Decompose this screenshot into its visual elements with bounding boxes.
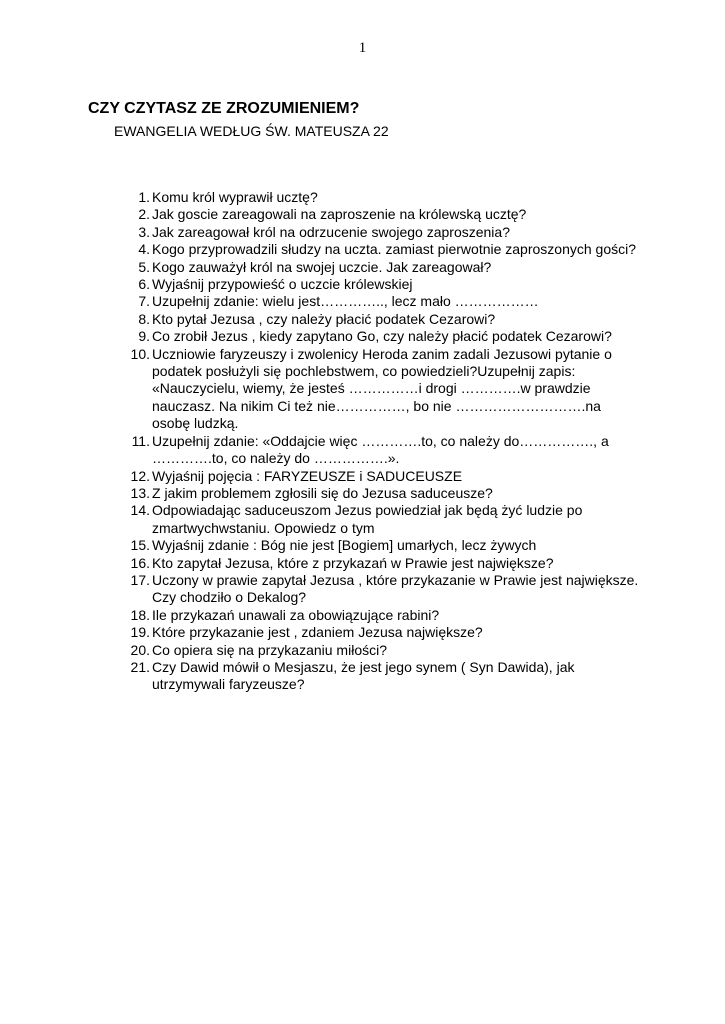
question-text: Kogo przyprowadzili słudzy na uczta. zamiast pierwotnie zaproszonych gości? (152, 241, 637, 258)
question-item (130, 641, 642, 659)
question-item (130, 484, 642, 502)
question-number: 8. (138, 310, 150, 327)
question-item (130, 467, 642, 485)
question-item (138, 310, 642, 328)
question-item (130, 658, 642, 694)
question-text: Komu król wyprawił ucztę? (152, 189, 318, 205)
question-number: 21. (130, 658, 150, 675)
question-number: 2. (138, 206, 150, 223)
question-item (130, 537, 642, 554)
question-item (130, 345, 642, 433)
question-number: 18. (130, 606, 150, 623)
question-item (130, 554, 642, 572)
question-text: Z jakim problemem zgłosili się do Jezusa saduceusze? (152, 484, 493, 501)
question-text: Wyjaśnij pojęcia : FARYZEUSZE i SADUCEUSZE (152, 467, 463, 484)
question-text: Uczony w prawie zapytał Jezusa , które przykazanie w Prawie jest największe. Czy chodziło o Dekalog? (152, 571, 639, 606)
question-item (138, 258, 642, 276)
question-text: Uczniowie faryzeuszy i zwolenicy Heroda zanim zadali Jezusowi pytanie o podatek posłużyli się pochlebstwem, co powiedzieli?Uzupełnij zapis: «Nauczycielu, wiemy, że jesteś ……………i drogi ………….w prawdzie nauczasz. Na nikim Ci też nie……………, bo nie ……………………….na osobę ludzką. (152, 345, 612, 432)
question-text: Kto zapytał Jezusa, które z przykazań w Prawie jest największe? (152, 554, 554, 571)
question-text: Wyjaśnij zdanie : Bóg nie jest [Bogiem] umarłych, lecz żywych (152, 537, 537, 554)
question-item (130, 502, 642, 537)
document-title: CZY CZYTASZ ZE ZROZUMIENIEM? (88, 100, 360, 117)
question-text: Wyjaśnij przypowieść o uczcie królewskiej (152, 276, 413, 293)
question-number: 19. (130, 624, 150, 641)
question-item (138, 293, 642, 310)
question-number: 6. (138, 276, 150, 293)
question-item (138, 189, 642, 206)
question-item (138, 223, 642, 241)
question-text: Co zrobił Jezus , kiedy zapytano Go, czy należy płacić podatek Cezarowi? (152, 328, 612, 345)
question-text: Odpowiadając saduceuszom Jezus powiedział jak będą żyć ludzie po zmartwychwstaniu. Opowiedz o tym (152, 502, 583, 536)
question-item (138, 328, 642, 345)
question-text: Uzupełnij zdanie: wielu jest………….., lecz mało ……………… (152, 293, 539, 310)
question-item (138, 206, 642, 223)
question-number: 3. (138, 223, 150, 240)
question-text: Czy Dawid mówił o Mesjaszu, że jest jego synem ( Syn Dawida), jak utrzymywali faryzeusze? (152, 658, 575, 693)
question-text: Co opiera się na przykazaniu miłości? (152, 641, 387, 658)
question-item (130, 606, 642, 624)
question-item (130, 624, 642, 641)
question-number: 14. (130, 502, 150, 519)
question-item (131, 432, 642, 468)
question-number: 13. (130, 484, 150, 501)
question-number: 4. (138, 241, 150, 258)
question-number: 15. (130, 537, 150, 554)
question-number: 9. (138, 328, 150, 345)
question-text: Jak zareagował król na odrzucenie swojego zaproszenia? (152, 223, 510, 240)
question-number: 20. (130, 641, 150, 658)
question-number: 10. (130, 345, 150, 362)
question-number: 11. (131, 432, 150, 449)
question-text: Kto pytał Jezusa , czy należy płacić podatek Cezarowi? (152, 310, 496, 327)
question-number: 17. (130, 571, 150, 588)
page-number: 1 (358, 40, 367, 56)
question-number: 7. (138, 293, 150, 310)
question-item (138, 241, 642, 258)
document-subtitle: EWANGELIA WEDŁUG ŚW. MATEUSZA 22 (114, 123, 389, 139)
question-number: 16. (130, 554, 150, 571)
question-number: 5. (138, 258, 150, 275)
question-item (130, 571, 642, 607)
question-number: 12. (130, 467, 150, 484)
question-number: 1. (138, 189, 150, 205)
question-text: Jak goscie zareagowali na zaproszenie na królewską ucztę? (152, 206, 527, 223)
question-text: Które przykazanie jest , zdaniem Jezusa największe? (152, 624, 483, 641)
question-text: Kogo zauważył król na swojej uczcie. Jak zareagował? (152, 258, 492, 275)
question-text: Ile przykazań unawali za obowiązujące rabini? (152, 606, 440, 623)
question-text: Uzupełnij zdanie: «Oddajcie więc ………….to, co należy do……………., a ………….to, co należy do …………….». (152, 432, 609, 467)
question-list (130, 189, 642, 694)
question-item (138, 276, 642, 293)
